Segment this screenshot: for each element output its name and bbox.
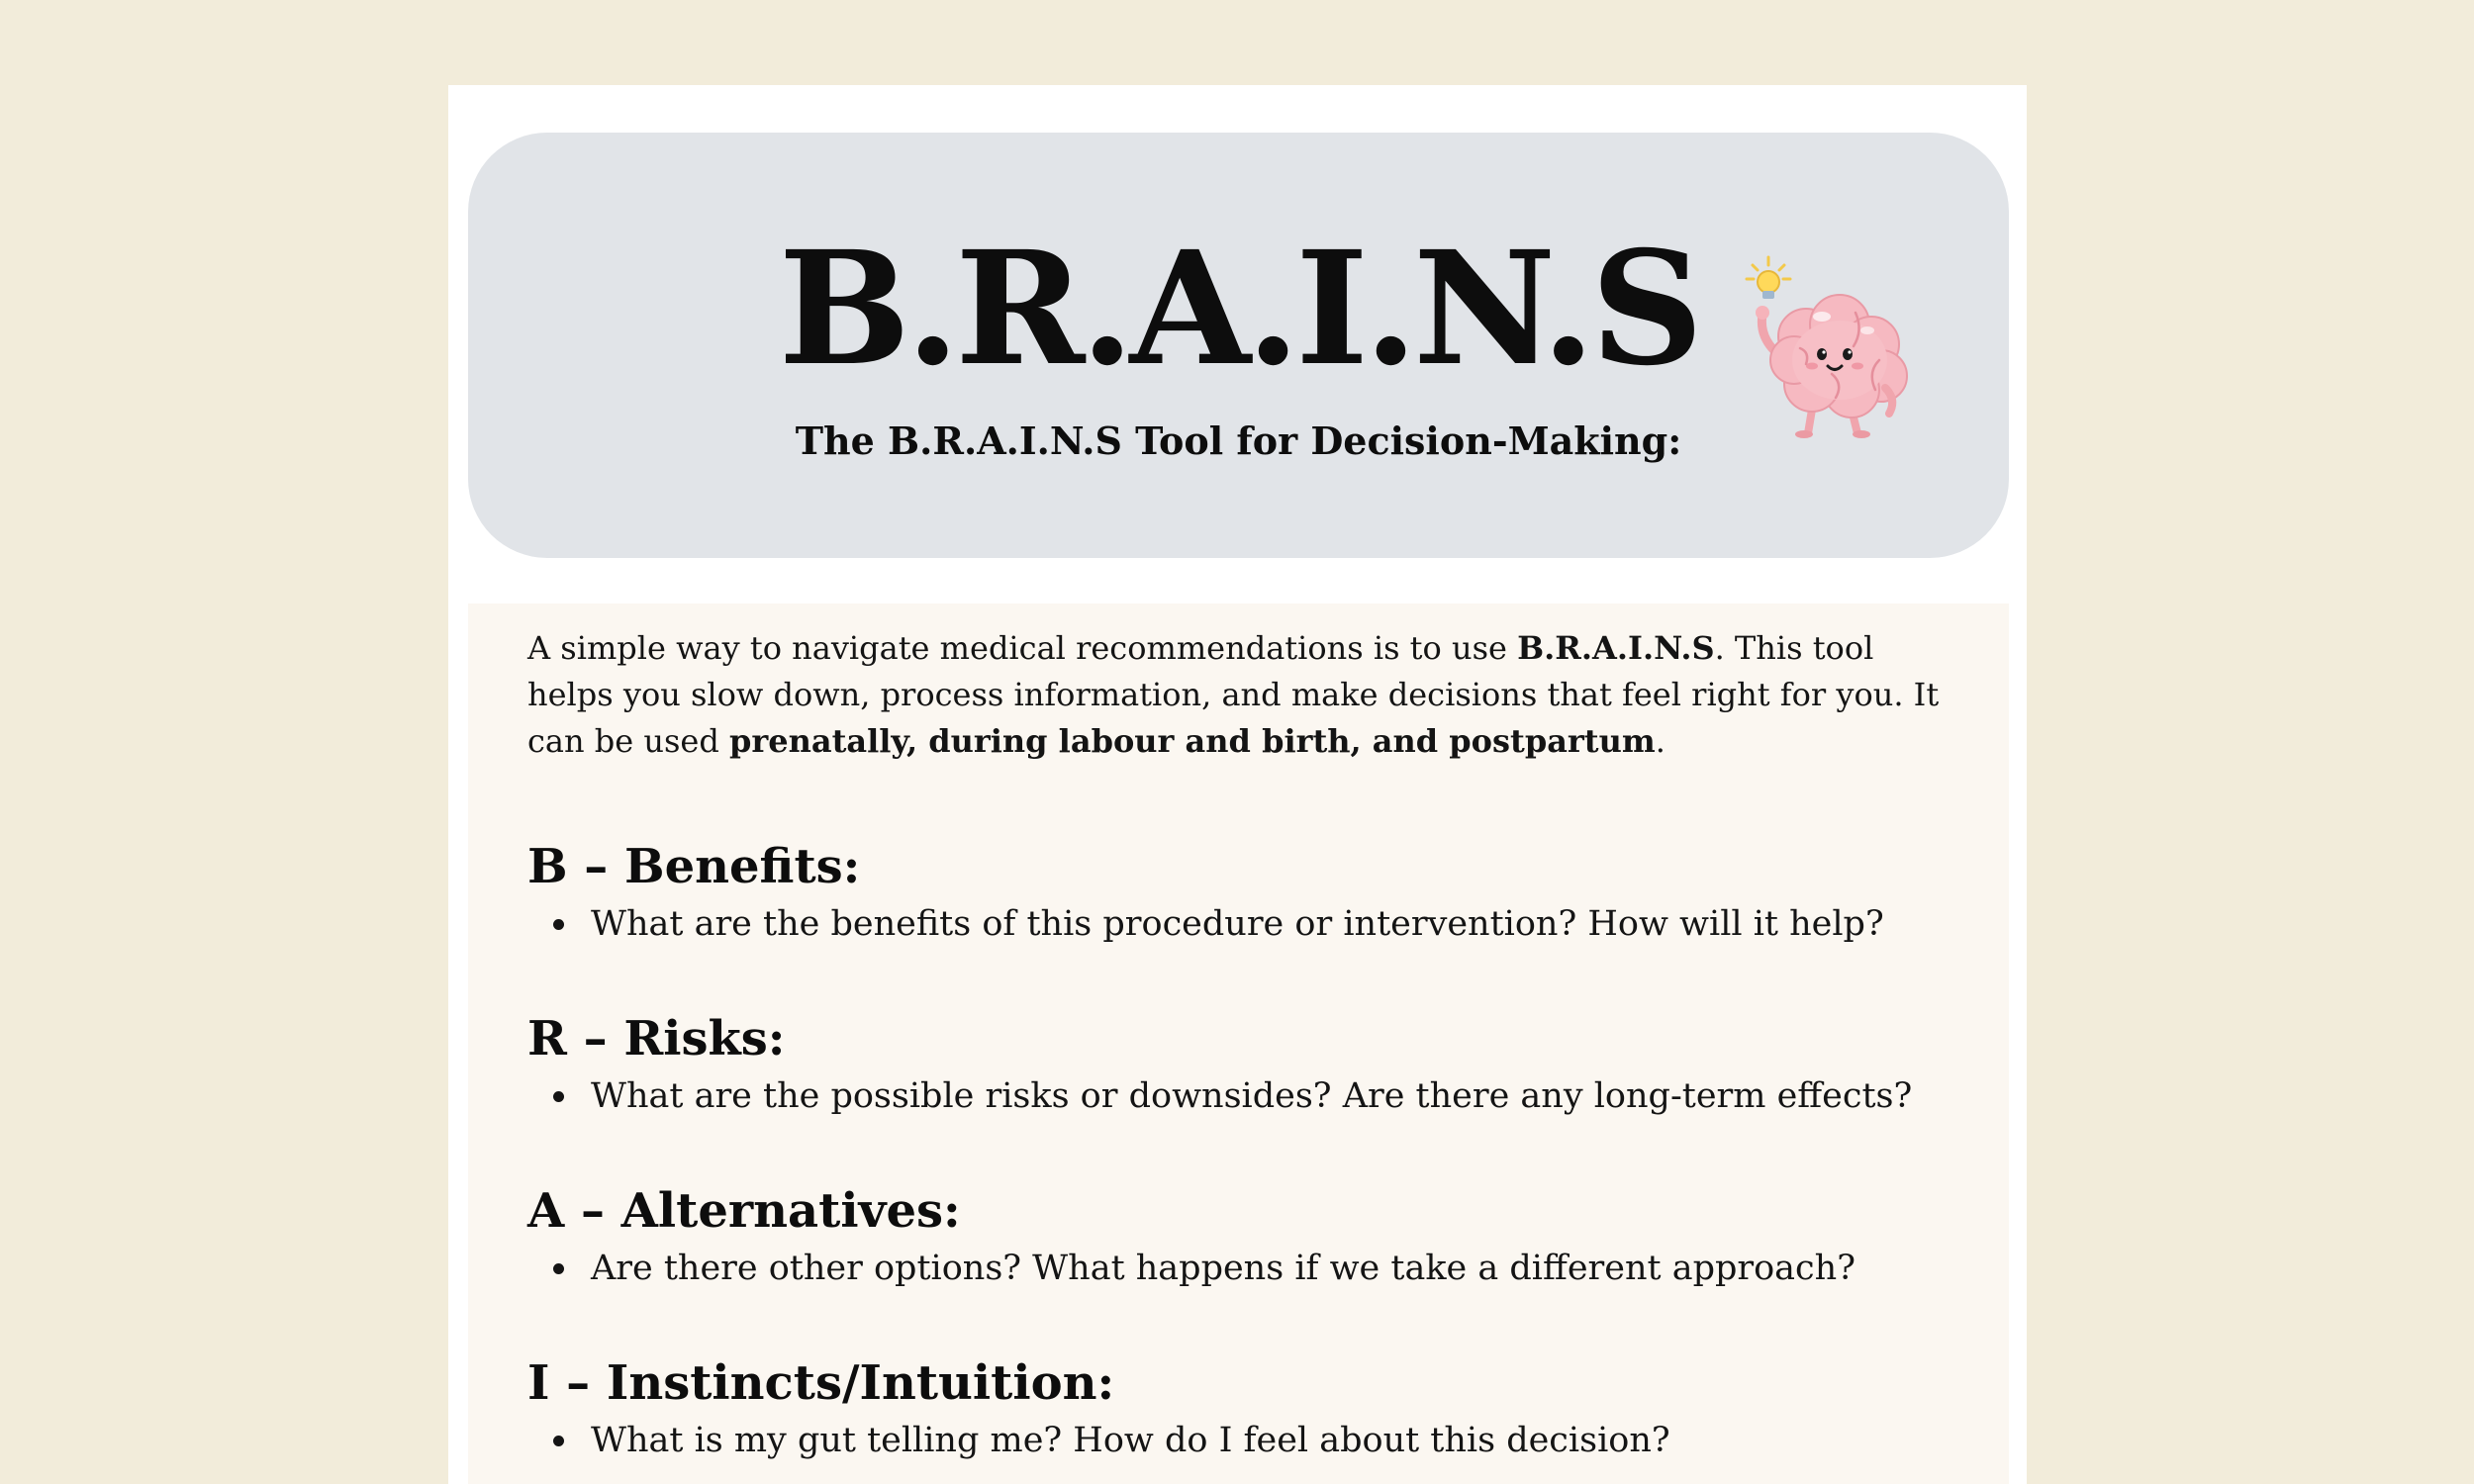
intro-text-3: . [1655,722,1665,760]
intro-text-2: . This tool helps you slow down, process information, and make decisions that feel right for you. It can be used [527,629,1940,760]
list-item-text: What are the possible risks or downsides? Are there any long-term effects? [591,1076,1913,1116]
bullet-icon [553,1436,564,1446]
bullet-list [527,900,1952,948]
bullet-icon [553,919,564,930]
list-item-text: What is my gut telling me? How do I feel about this decision? [591,1421,1670,1460]
list-item [591,1417,1952,1464]
section-heading: R – Risks: [527,1011,786,1067]
section-heading: B – Benefits: [527,839,861,894]
section-alternatives [527,1181,1952,1292]
list-item [591,900,1952,948]
intro-paragraph [527,625,1943,765]
brain-with-lightbulb-icon [1741,251,1919,439]
section-instincts [527,1353,1952,1464]
list-item-text: Are there other options? What happens if we take a different approach? [591,1249,1856,1288]
content-panel [468,603,2009,1484]
bullet-list [527,1245,1952,1292]
page-title: B.R.A.I.N.S [778,218,1699,401]
bullet-list [527,1417,1952,1464]
document-page [448,85,2027,1484]
intro-bold-1: B.R.A.I.N.S [1517,629,1715,667]
list-item [591,1245,1952,1292]
section-heading: I – Instincts/Intuition: [527,1355,1115,1411]
bullet-icon [553,1263,564,1274]
list-item [591,1072,1952,1120]
section-heading: A – Alternatives: [527,1183,961,1239]
header-panel [468,133,2009,558]
intro-text-1: A simple way to navigate medical recommendations is to use [527,629,1518,667]
section-risks [527,1009,1952,1120]
page-subtitle: The B.R.A.I.N.S Tool for Decision-Making: [795,418,1682,463]
bullet-list [527,1072,1952,1120]
bullet-icon [553,1091,564,1102]
list-item-text: What are the benefits of this procedure or intervention? How will it help? [591,904,1884,944]
intro-bold-2: prenatally, during labour and birth, and postpartum [729,722,1656,760]
section-benefits [527,837,1952,948]
